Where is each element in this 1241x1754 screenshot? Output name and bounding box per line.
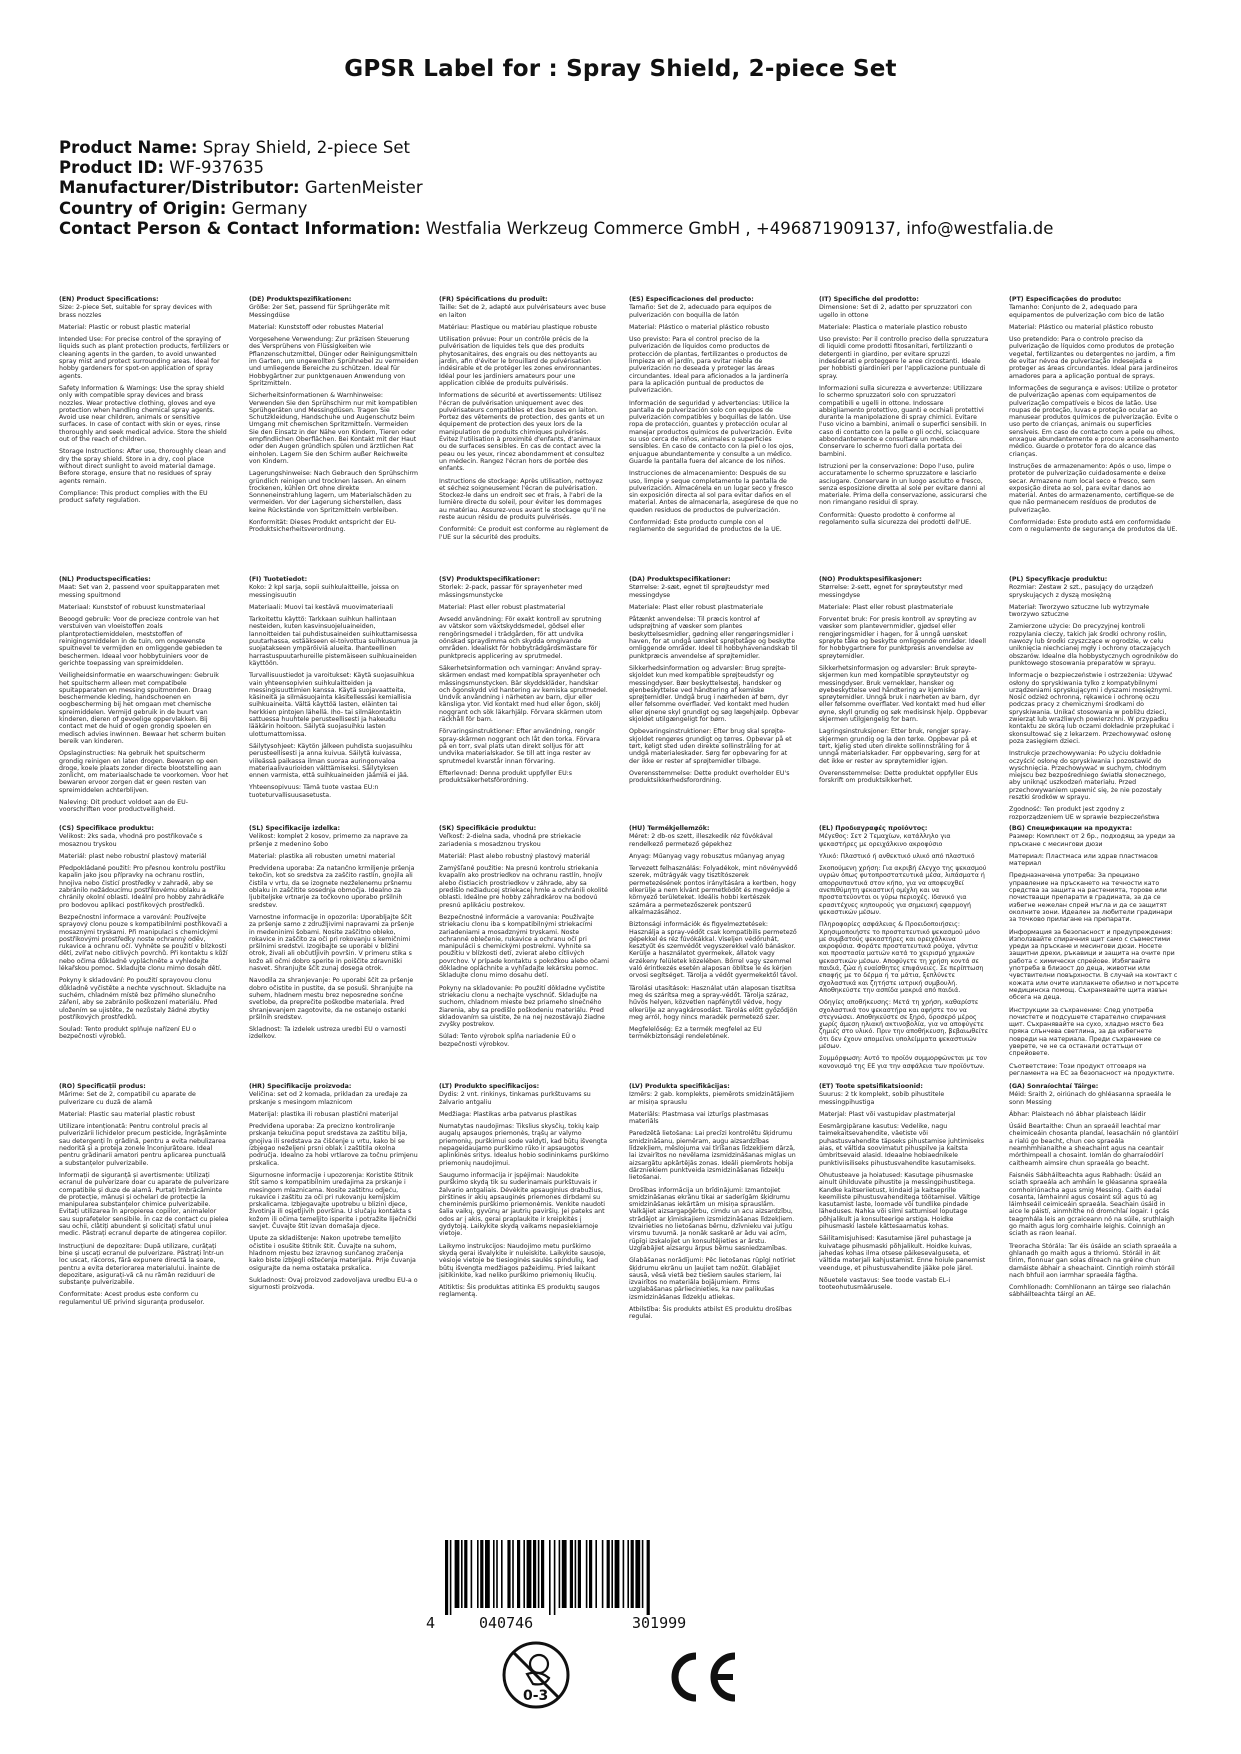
barcode-bar bbox=[575, 1540, 577, 1608]
age-warning-0-3-icon bbox=[501, 1640, 571, 1710]
language-paragraph: Storage Instructions: After use, thoroughly clean and dry the spray shield. Store in a dry, cool place without direct sunlight to avoid material damage. Before storage, ensure that no residues of spray agents remain. bbox=[59, 448, 226, 485]
language-paragraph: Tamaño: Set de 2, adecuado para equipos de pulverización con boquilla de latón bbox=[629, 304, 772, 319]
language-paragraph: Lagerungshinweise: Nach Gebrauch den Sprühschirm gründlich reinigen und trocknen lassen. An einem trockenen, kühlen Ort ohne direkte Sonneneinstrahlung lagern, um Materialschäden zu vermeiden. Vor der Lagerung sicherstellen, dass keine Rückstände von Spritzmitteln verbleiben. bbox=[249, 470, 419, 514]
language-paragraph: Tamanho: Conjunto de 2, adequado para equipamentos de pulverização com bico de latão bbox=[1009, 304, 1165, 319]
language-paragraph: Anyag: Műanyag vagy robusztus műanyag anyag bbox=[629, 852, 785, 860]
language-paragraph: Velikost: 2ks sada, vhodná pro postřikovače s mosaznou tryskou bbox=[59, 833, 203, 848]
barcode-bar bbox=[570, 1540, 573, 1608]
barcode-left-digits: 040746 bbox=[479, 1614, 534, 1632]
language-paragraph: Yhteensopivuus: Tämä tuote vastaa EU:n tuoteturvallisuusasetusta. bbox=[249, 784, 379, 799]
barcode-bar bbox=[461, 1540, 463, 1608]
language-paragraph: Conformitate: Acest produs este conform cu regulamentul UE privind siguranța produselor. bbox=[59, 1291, 205, 1306]
language-paragraph: Instructions de stockage: Après utilisation, nettoyez et séchez soigneusement l'écran de pulvérisation. Stockez-le dans un endroit sec et frais, à l'abri de la lumière directe du soleil, pour éviter les dommages au matériau. Assurez-vous avant le stockage qu'il ne reste aucun résidu de produits pulvérisés. bbox=[439, 477, 606, 522]
language-paragraph: Material: Plástico ou material plástico robusto bbox=[1009, 323, 1154, 331]
barcode-right-digits: 301999 bbox=[632, 1614, 687, 1632]
language-paragraph: Veiligheidsinformatie en waarschuwingen: Gebruik het spuitscherm alleen met compatibele spuitapparaten en messing spuitmonden. Draag beschermende kleding, handschoenen en oogbescherming bij het omgaan met chemische spreimiddelen. Vermijd gebruik in de buurt van kinderen, dieren of gevoelige oppervlakken. Bij contact met de huid of ogen grondig spoelen en medisch advies inwinnen. Bewaar het scherm buiten bereik van kinderen. bbox=[59, 672, 226, 745]
info-value: Spray Shield, 2-piece Set bbox=[202, 138, 411, 157]
language-paragraph: Drošības informācija un brīdinājumi: Izmantojiet smidzināšanas ekrānu tikai ar saderīgām šķidrumu smidzināšanas iekārtām un misiņa sprauslām. Valkājiet aizsargapģērbu, cimdu un acu aizsardzību, strādājot ar ķīmiskajiem izsmidzināšanas līdzekļiem. Izvairieties no lietošanas bērnu, dzīvnieku vai jutīgu virsmu tuvumā. Ja nonāk saskarē ar ādu vai acīm, rūpīgi izskalojiet un konsultējieties ar ārstu. Uzglabājiet aizsargu ārpus bērnu sasniedzamības. bbox=[629, 1186, 795, 1252]
language-paragraph: Faisnéis Sábháilteachta agus Rabhadh: Úsáid an sciath spraeála ach amháin le gléasanna spraeála comhoiriúnacha agus smig Messing. Caith éadaí cosanta, lámhainní agus cosaint súl agus tú ag láimhseáil ceimiceáin spraeála. Seachain úsáid in aice le páistí, ainmhithe nó dromchlaí íogair. I gcás teagmhála leis an gcraiceann nó na súile, sruthlaigh go maith agus lorg comhairle leighis. Coinnigh an sciath as raon leanaí. bbox=[1009, 1171, 1175, 1238]
language-block bbox=[249, 576, 419, 820]
language-paragraph: Förvaringsinstruktioner: Efter användning, rengör spray-skärmen noggrant och låt den torka. Förvara på en torr, sval plats utan direkt solljus för att undvika materialskador. Se till att inga rester av sprutmedel kvarstår innan förvaring. bbox=[439, 728, 600, 765]
language-block bbox=[629, 1083, 799, 1365]
language-block bbox=[629, 576, 799, 820]
language-heading: (CS) Specifikace produktu: bbox=[59, 825, 154, 832]
language-heading: (ET) Toote spetsifikatsioonid: bbox=[819, 1083, 923, 1090]
barcode-bar bbox=[559, 1540, 561, 1608]
language-paragraph: Material: Plástico o material plástico robusto bbox=[629, 323, 770, 331]
language-block bbox=[1009, 1083, 1179, 1365]
barcode-bar bbox=[541, 1540, 544, 1608]
language-paragraph: Forventet bruk: For presis kontroll av sprøyting av væsker som plantevernmidler, gjødsel eller rengjøringsmidler i hagen, for å unngå uønsket sprøyte tåke og beskytte omliggende områder. Ideell for hobbygartnere for punktpresis anvendelse av sprøytemidler. bbox=[819, 616, 987, 660]
language-paragraph: Material: Plast eller robust plastmaterial bbox=[439, 603, 566, 611]
language-paragraph: Velikost: komplet 2 kosov, primerno za naprave za pršenje z medenino šobo bbox=[249, 833, 408, 848]
language-paragraph: Materiál: plast nebo robustní plastový materiál bbox=[59, 852, 207, 860]
barcode-bar bbox=[527, 1540, 532, 1608]
language-paragraph: Informations de sécurité et avertissements: Utilisez l'écran de pulvérisation uniquement avec des pulvérisateurs compatibles et des buses en laiton. Portez des vêtements de protection, des gants et un équipement de protection des yeux lors de la manipulation de produits chimiques pulvérisés. Évitez l'utilisation à proximité d'enfants, d'animaux ou de surfaces sensibles. En cas de contact avec la peau ou les yeux, rincez abondamment et consultez un médecin. Rangez l'écran hors de portée des enfants. bbox=[439, 392, 605, 473]
language-block bbox=[249, 296, 419, 566]
language-paragraph: Koko: 2 kpl sarja, sopii suihkulaitteille, joissa on messingisuutin bbox=[249, 584, 399, 599]
language-paragraph: Informații de siguranță și avertismente: Utilizați ecranul de pulverizare doar cu aparate de pulverizare compatibile și duze de alamă. Purtați îmbrăcăminte de protecție, mănuși și ochelari de protecție la manipularea substanțelor chimice pulverizabile. Evitați utilizarea în apropierea copiilor, animalelor sau suprafețelor sensibile. În caz de contact cu pielea sau ochii, clătiți abundent și solicitați sfatul unui medic. Păstrați ecranul departe de atingerea copiilor. bbox=[59, 1171, 229, 1238]
language-paragraph: Инструкции за съхранение: След употреба почистете и подсушете старателно спирачния щит. Съхранявайте на сухо, хладно място без пряка слънчева светлина, за да избегнете повреди на материала. Преди съхранение се уверете, че не са останали остатъци от спрейовете. bbox=[1009, 1006, 1166, 1058]
language-paragraph: Materiaal: Kunststof of robuust kunstmateriaal bbox=[59, 603, 206, 611]
language-paragraph: Tervezett felhasználás: Folyadékok, mint növényvédő szerek, műtrágyák vagy tisztítószerek permetezésének pontos irányítására a kertben, hogy elkerülje a nem kívánt permetködöt és megvédje a környező területeket. Ideális hobbi kertészek számára a permetezőszerek pontszerű alkalmazásához. bbox=[629, 865, 798, 916]
language-paragraph: Efterlevnad: Denna produkt uppfyller EU:s produktsäkerhetsförordning. bbox=[439, 769, 573, 785]
language-paragraph: Predviđena uporaba: Za precizno kontroliranje prskanja tekućina poput sredstava za zaštitu bilja, gnojiva ili sredstava za čišćenje u vrtu, kako bi se izbjegao neželjeni prsni oblak i zaštitila okolna područja. Idealno za hobi vrtlarove za točnu primjenu prskalica. bbox=[249, 1123, 418, 1167]
language-paragraph: Materjal: Plast või vastupidav plastmaterjal bbox=[819, 1110, 956, 1118]
barcode-bar bbox=[477, 1540, 479, 1608]
language-block bbox=[59, 825, 229, 1077]
language-paragraph: Μέγεθος: Σετ 2 Τεμαχίων, κατάλληλο για ψεκαστήρες με ορειχάλκινο ακροφύσιο bbox=[819, 833, 951, 848]
language-paragraph: Konformität: Dieses Produkt entspricht der EU-Produktsicherheitsverordnung. bbox=[249, 519, 397, 534]
language-paragraph: Informacje o bezpieczeństwie i ostrzeżenia: Używać osłony do spryskiwania tylko z kompatybilnymi urządzeniami spryskującymi i dyszami mosiężnymi. Nosić odzież ochronną, rękawice i ochronę oczu podczas pracy z chemicznymi środkami do spryskiwania. Unikać stosowania w pobliżu dzieci, zwierząt lub wrażliwych powierzchni. W przypadku kontaktu ze skórą lub oczami dokładnie przepłukać i skonsultować się z lekarzem. Przechowywać osłonę poza zasięgiem dzieci. bbox=[1009, 672, 1174, 745]
language-paragraph: Storlek: 2-pack, passar för sprayenheter med mässingsmunstycke bbox=[439, 584, 583, 599]
barcode-bar bbox=[493, 1540, 495, 1608]
language-paragraph: Veľkosť: 2-dielna sada, vhodná pre striekacie zariadenia s mosadznou tryskou bbox=[439, 833, 581, 848]
barcode-bar bbox=[562, 1540, 567, 1608]
language-paragraph: Zamierzone użycie: Do precyzyjnej kontroli rozpylania cieczy, takich jak środki ochrony roślin, nawozy lub środki czyszczące w ogrodzie, w celu uniknięcia niechcianej mgły i ochrony otaczających obszarów. Idealne dla hobbystycznych ogrodników do punktowego stosowania preparatów w sprayu. bbox=[1009, 623, 1179, 667]
language-paragraph: Οδηγίες αποθήκευσης: Μετά τη χρήση, καθαρίστε σχολαστικά τον ψεκαστήρα και αφήστε τον να στεγνώσει. Αποθηκεύστε σε ξηρό, δροσερό μέρος χωρίς άμεση ηλιακή ακτινοβολία, για να αποφύγετε ζημιές στο υλικό. Πριν την αποθήκευση, βεβαιωθείτε ότι δεν έχουν απομείνει υπολείμματα ψεκαστικών μέσων. bbox=[819, 999, 988, 1051]
barcode-bar bbox=[554, 1540, 556, 1615]
language-paragraph: Ábhar: Plaisteach nó ábhar plaisteach láidir bbox=[1009, 1110, 1146, 1118]
language-paragraph: Ohutusteave ja hoiatused: Kasutage pihusmaske ainult ühilduvate pihustite ja messingpihustitega. Kandke kaitseriietust, kindaid ja kaitseprille keemiliste pihustusvahenditega töötamisel. Vältige kasutamist laste, loomade või tundlike pindade läheduses. Nahka või silmi sattumisel loputage põhjalikult ja konsulteerige arstiga. Hoidke pihusmaski lastele kättesaamatus kohas. bbox=[819, 1171, 981, 1231]
barcode-bar bbox=[538, 1540, 540, 1608]
language-block bbox=[249, 1083, 419, 1365]
language-heading: (LV) Produkta specifikācijas: bbox=[629, 1083, 730, 1090]
barcode-bar bbox=[517, 1540, 520, 1608]
barcode-bar bbox=[512, 1540, 514, 1608]
language-paragraph: Bezpečnostní informace a varování: Používejte sprayový clonu pouze s kompatibilními postřikovači a mosaznými tryskami. Při manipulaci s chemickými postřikovými prostředky noste ochranný oděv, rukavice a ochranu očí. Vyhněte se použití v blízkosti dětí, zvířat nebo citlivých povrchů. Při kontaktu s kůží nebo očima důkladně vypláchněte a vyhledejte lékařskou pomoc. Skladujte clonu mimo dosah dětí. bbox=[59, 913, 228, 973]
language-paragraph: Material: plastika ali robusten umetni material bbox=[249, 852, 395, 860]
info-row bbox=[59, 219, 1199, 239]
language-paragraph: Materiale: Plast eller robust plastmateriale bbox=[819, 603, 954, 611]
language-paragraph: Overensstemmelse: Dette produktet oppfyller EUs forskrift om produktsikkerhet. bbox=[819, 769, 978, 785]
language-paragraph: Comhlíonadh: Comhlíonann an táirge seo rialachán sábháilteachta táirgí an AE. bbox=[1009, 1284, 1171, 1299]
language-block bbox=[819, 825, 989, 1077]
language-paragraph: Størrelse: 2-sett, egnet for sprøyteutstyr med messingdyse bbox=[819, 584, 963, 599]
info-label: Manufacturer/Distributor: bbox=[59, 178, 300, 198]
info-label: Country of Origin: bbox=[59, 198, 227, 218]
language-block bbox=[819, 296, 989, 566]
language-paragraph: Säkerhetsinformation och varningar: Använd spray-skärmen endast med kompatibla sprayenheter och mässingsmunstycken. Bär skyddskläder, handskar och ögonskydd vid hantering av kemiska sprutmedel. Undvik användning i närheten av barn, djur eller känsliga ytor. Vid kontakt med hud eller ögon, skölj noggrant och sök läkarhjälp. Förvara skärmen utom räckhåll för barn. bbox=[439, 664, 608, 724]
product-info bbox=[59, 138, 1199, 239]
language-paragraph: Material: Plastic or robust plastic material bbox=[59, 323, 191, 331]
language-paragraph: Safety Information & Warnings: Use the spray shield only with compatible spray devices and brass nozzles. Wear protective clothing, gloves and eye protection when handling chemical spray agents. Avoid use near children, animals or sensitive surfaces. In case of contact with skin or eyes, rinse thoroughly and seek medical advice. Store the shield out of the reach of children. bbox=[59, 384, 227, 444]
language-paragraph: Compliance: This product complies with the EU product safety regulation. bbox=[59, 489, 208, 505]
barcode-bar bbox=[602, 1540, 604, 1608]
language-block bbox=[59, 296, 229, 566]
barcode-bar bbox=[589, 1540, 592, 1608]
barcode-lead-digit: 4 bbox=[426, 1614, 436, 1632]
barcode-bar bbox=[607, 1540, 610, 1608]
language-block bbox=[1009, 296, 1179, 566]
language-paragraph: Numatytas naudojimas: Tikslius skysčių, tokių kaip augalų apsaugos priemonės, trąšų ar valymo priemonių, purškimui sode valdyti, kad būtų išvengta nepageidaujamo purškimo rūko ir apsaugotos aplinkinės sritys. Idealus hobio sodininkams purškimo priemonių naudojimui. bbox=[439, 1123, 609, 1167]
language-paragraph: Naleving: Dit product voldoet aan de EU-voorschriften voor productveiligheid. bbox=[59, 799, 189, 814]
language-paragraph: Atitiktis: Šis produktas atitinka ES produktų saugos reglamentą. bbox=[439, 1284, 600, 1299]
language-paragraph: Súlad: Tento výrobok spĺňa nariadenie EÚ o bezpečnosti výrobkov. bbox=[439, 1033, 576, 1048]
language-paragraph: Veličina: set od 2 komada, prikladan za uređaje za prskanje s mesingom mlaznicom bbox=[249, 1091, 408, 1106]
language-paragraph: Opslaginstructies: Na gebruik het spuitscherm grondig reinigen en laten drogen. Bewaren op een droge, koele plaats zonder directe blootstelling aan zonlicht, om materiaalschade te voorkomen. Voor het bewaren ervoor zorgen dat er geen resten van spreimiddelen achterblijven. bbox=[59, 750, 229, 794]
language-paragraph: Méret: 2 db-os szett, illeszkedik réz fúvókával rendelkező permetező gépekhez bbox=[629, 833, 773, 848]
language-paragraph: Megfelelőség: Ez a termék megfelel az EU termékbiztonsági rendeletének. bbox=[629, 1026, 762, 1041]
language-paragraph: Material: Kunststoff oder robustes Material bbox=[249, 323, 384, 331]
info-label: Product ID: bbox=[59, 158, 164, 178]
language-paragraph: Materiāls: Plastmasa vai izturīgs plastmasas materiāls bbox=[629, 1110, 769, 1126]
language-paragraph: Maat: Set van 2, passend voor spuitapparaten met messing spuitmond bbox=[59, 584, 220, 599]
language-block bbox=[1009, 576, 1179, 820]
language-paragraph: Säilitamisjuhised: Kasutamise järel puhastage ja kuivatage pihusmaski põhjalikult. Hoidke kuivas, jahedas kohas ilma otsese päikesevalguseta, et vältida materjali kahjustamist. Enne hoiule panemist veenduge, et pihustusvahendite jääke pole järel. bbox=[819, 1235, 986, 1272]
language-paragraph: Dimensione: Set di 2, adatto per spruzzatori con ugello in ottone bbox=[819, 304, 972, 319]
language-block bbox=[249, 825, 419, 1077]
language-paragraph: Uso previsto: Para el control preciso de la pulverización de líquidos como productos de protección de plantas, fertilizantes o productos de limpieza en el jardín, para evitar niebla de pulverización no deseada y proteger las áreas circundantes. Ideal para aficionados a la jardinería para la aplicación puntual de productos de pulverización. bbox=[629, 336, 789, 395]
page-title: GPSR Label for : Spray Shield, 2-piece Set bbox=[344, 56, 897, 82]
language-paragraph: Predvidena uporaba: Za natančno krmiljenje pršenja tekočin, kot so sredstva za zaščito rastlin, gnojila ali čistila v vrtu, da se izognete nezželenemu pršnemu oblaku in zaščitite sosednja območja. Idealno za ljubiteljske vrtnarje za točkovno uporabo pršilnih sredstev. bbox=[249, 865, 415, 909]
language-paragraph: Съответствие: Този продукт отговаря на регламента на ЕС за безопасност на продуктите. bbox=[1009, 1062, 1175, 1077]
barcode-bar bbox=[485, 1540, 490, 1608]
language-paragraph: Laikymo instrukcijos: Naudojimo metu purškimo skydą gerai išvalykite ir nuleiskite. Laikykite sausoje, vėsioje vietoje be tiesioginės saulės spindulių, kad būtų išvengta medžiagos pažeidimų. Prieš laikant įsitikinkite, kad neliko purškimo priemonių likučių. bbox=[439, 1242, 606, 1279]
barcode-bar bbox=[611, 1540, 613, 1608]
language-paragraph: Rozmiar: Zestaw 2 szt., pasujący do urządzeń spryskujących z dyszą mosiężną bbox=[1009, 584, 1154, 599]
language-paragraph: Información de seguridad y advertencias: Utilice la pantalla de pulverización solo con equipos de pulverización compatibles y boquillas de latón. Use ropa de protección, guantes y protección ocular al manejar productos químicos de pulverización. Evite su uso cerca de niños, animales o superficies sensibles. En caso de contacto con la piel o los ojos, enjuague abundantemente y consulte a un médico. Guarde la pantalla fuera del alcance de los niños. bbox=[629, 399, 794, 465]
language-heading: (ES) Especificaciones del producto: bbox=[629, 296, 754, 303]
info-row bbox=[59, 158, 1199, 178]
language-paragraph: Intended Use: For precise control of the spraying of liquids such as plant protection products, fertilizers or cleaning agents in the garden, to avoid unwanted spray mist and protect surrounding areas. Ideal for hobby gardeners for spot-on application of spray agents. bbox=[59, 336, 229, 380]
language-paragraph: Størrelse: 2-sæt, egnet til sprøjteudstyr med messingdyse bbox=[629, 584, 770, 599]
info-value: Westfalia Werkzeug Commerce GmbH , +496871909137, info@westfalia.de bbox=[425, 218, 1054, 238]
barcode-bar bbox=[623, 1540, 625, 1608]
language-paragraph: Upute za skladištenje: Nakon upotrebe temeljito očistite i osušite štitnik štit. Čuvajte na suhom, hladnom mjestu bez izravnog sunčanog zračenja kako biste izbjegli oštećenja materijala. Prije čuvanja osigurajte da nema ostataka prskalica. bbox=[249, 1235, 416, 1272]
language-paragraph: Paredzētā lietošana: Lai precīzi kontrolētu šķidrumu smidzināšanu, piemēram, augu aizsardzības līdzekļiem, mēslojuma vai tīrīšanas līdzekļiem dārzā, lai izvairītos no nevēlama izsmidzināšanas miglas un aizsargātu apkārtējās zonas. Ideāli piemērots hobija dārzniekiem punktveida izsmidzināšanas līdzekļu lietošanai. bbox=[629, 1130, 796, 1182]
language-paragraph: Σκοπούμενη χρήση: Για ακριβή έλεγχο της ψεκασμού υγρών όπως φυτοπροστατευτικά μέσα, λιπάσματα ή απορρυπαντικά στον κήπο, για να αποφευχθεί ανεπιθύμητη ψεκαστική ομίχλη και να προστατεύονται οι γύρω περιοχές. Ιδανικό για ερασιτέχνες κηπουρούς για σημειακή εφαρμογή ψεκαστικών μέσων. bbox=[819, 865, 987, 916]
language-paragraph: Vorgesehene Verwendung: Zur präzisen Steuerung des Versprühens von Flüssigkeiten wie Pflanzenschutzmittel, Dünger oder Reinigungsmitteln im Garten, um ungewollten Sprühnebel zu vermeiden und umliegende Bereiche zu schützen. Ideal für Hobbygärtner zur punktgenauen Anwendung von Spritzmitteln. bbox=[249, 336, 419, 387]
language-paragraph: Utilizare intenționată: Pentru controlul precis al pulverizării lichidelor precum pesticide, îngrășăminte sau detergenți în grădină, pentru a evita nebulizarea nedorită și a proteja zonele înconjurătoare. Ideal pentru grădinarii amatori pentru aplicarea punctuală a substanțelor pulverizabile. bbox=[59, 1123, 227, 1167]
language-paragraph: Méid: Sraith 2, oiriúnach do ghléasanna spraeála le sonn Messing bbox=[1009, 1091, 1172, 1106]
language-paragraph: Předpokládané použití: Pro přesnou kontrolu postřiku kapalin jako jsou přípravky na ochranu rostlin, hnojiva nebo čisticí prostředky v zahradě, aby se zabránilo nežádoucímu postřikovému oblaku a chránily okolní oblasti. Ideální pro hobby zahrádkáře pro bodovou aplikaci postřikových prostředků. bbox=[59, 865, 226, 909]
language-paragraph: Dydis: 2 vnt. rinkinys, tinkamas purkštuvams su žalvario antgaliu bbox=[439, 1091, 591, 1106]
language-paragraph: Materiał: Tworzywo sztuczne lub wytrzymałe tworzywo sztuczne bbox=[1009, 603, 1150, 619]
language-paragraph: Glabāšanas norādījumi: Pēc lietošanas rūpīgi notīriet šķidrumu ekrānu un ļaujiet tam nožūt. Glabājiet sausā, vēsā vietā bez tiešiem saules stariem, lai izvairītos no materiāla bojājumiem. Pirms uzglabāšanas pārliecinieties, ka nav palikušas izsmidzināšanas līdzekļu atliekas. bbox=[629, 1257, 796, 1301]
language-block bbox=[1009, 825, 1179, 1077]
language-heading: (HR) Specifikacije proizvoda: bbox=[249, 1083, 352, 1090]
language-block bbox=[629, 296, 799, 566]
barcode-bar bbox=[615, 1540, 620, 1608]
language-paragraph: Treoracha Stórála: Tar éis úsáide an sciath spraeála a ghlanadh go maith agus a thriomú. Stóráil in áit tirim, fionnuar gan solas díreach na gréine chun damáiste ábhair a sheachaint. Cinntigh roimh stóráil nach bhfuil aon iarmhar spraeála fágtha. bbox=[1009, 1242, 1177, 1279]
barcode-bar bbox=[464, 1540, 467, 1608]
language-paragraph: Материал: Пластмаса или здрав пластмасов материал bbox=[1009, 852, 1158, 868]
barcode-bar bbox=[523, 1540, 525, 1608]
barcode-bar bbox=[631, 1540, 634, 1608]
barcode-bar bbox=[501, 1540, 503, 1608]
language-paragraph: Materiaali: Muovi tai kestävä muovimateriaali bbox=[249, 603, 393, 611]
language-paragraph: Opbevaringsinstruktioner: Efter brug skal sprøjte-skjoldet rengøres grundigt og tørres. Opbevar på et tørt, køligt sted uden direkte sollinstråling for at undgå materialeskader. Sørg før opbevaring for at der ikke er rester af sprøjtemidler tilbage. bbox=[629, 728, 792, 765]
language-paragraph: Påtænkt anvendelse: Til præcis kontrol af udsprøjtning af væsker som plantes beskyttelsesmidler, gødning eller rengøringsmidler i haven, for at undgå uønsket sprøjtetåge og beskytte omliggende områder. Ideel til hobbyhavenandskab til punktpræcis anvendelse af sprøjtemidler. bbox=[629, 616, 798, 660]
language-block bbox=[439, 1083, 609, 1365]
language-paragraph: Tarkoitettu käyttö: Tarkkaan suihkun hallintaan nesteiden, kuten kasvinsuojeluaineiden, lannoitteiden tai puhdistusaineiden suihkuttamisessa puutarhassa, estääkseen ei-toivottua suihkusumua ja suojatakseen ympäröiviä alueita. Ihanteellinen harrastuspuutarhureille pistemäiseen suihkuaineiden käyttöön. bbox=[249, 616, 418, 667]
language-paragraph: Bezpečnostné informácie a varovania: Používajte striekaciu clonu iba s kompatibilnými striekacími zariadeniami a mosadznými tryskami. Noste ochranné oblečenie, rukavice a ochranu očí pri manipulácii s chemickými postrekmi. Vyhnite sa použitiu v blízkosti detí, zvierat alebo citlivých povrchov. V prípade kontaktu s pokožkou alebo očami dôkladne opláchnite a vyhľadajte lekársku pomoc. Skladujte clonu mimo dosahu detí. bbox=[439, 913, 609, 980]
language-paragraph: Instrukcje przechowywania: Po użyciu dokładnie oczyścić osłonę do spryskiwania i pozostawić do wyschnięcia. Przechowywać w suchym, chłodnym miejscu bez bezpośredniego światła słonecznego, aby uniknąć uszkodzeń materiału. Przed przechowywaniem upewnić się, że nie pozostały resztki środków w sprayu. bbox=[1009, 750, 1167, 802]
language-block bbox=[439, 576, 609, 820]
language-paragraph: Συμμόρφωση: Αυτό το προϊόν συμμορφώνεται με τον κανονισμό της ΕΕ για την ασφάλεια των προϊόντων. bbox=[819, 1055, 987, 1070]
info-row bbox=[59, 199, 1199, 219]
language-heading: (IT) Specifiche del prodotto: bbox=[819, 296, 919, 303]
language-paragraph: Material: Plastic sau material plastic robust bbox=[59, 1110, 196, 1118]
language-paragraph: Taille: Set de 2, adapté aux pulvérisateurs avec buse en laiton bbox=[439, 304, 606, 319]
barcode-bar bbox=[647, 1540, 650, 1615]
barcode-bar bbox=[445, 1540, 448, 1615]
language-paragraph: Instruções de armazenamento: Após o uso, limpe o protetor de pulverização cuidadosamente e deixe secar. Armazene num local seco e fresco, sem exposição direta ao sol, para evitar danos ao material. Antes do armazenamento, certifique-se de que não permanecem resíduos de produtos de pulverização. bbox=[1009, 462, 1175, 514]
language-paragraph: Materiál: Plast alebo robustný plastový materiál bbox=[439, 852, 590, 860]
language-paragraph: Medžiaga: Plastikas arba patvarus plastikas bbox=[439, 1110, 577, 1118]
barcode-bar bbox=[455, 1540, 460, 1608]
barcode-bar bbox=[635, 1540, 640, 1608]
language-paragraph: Pokyny na skladovanie: Po použití dôkladne vyčistite striekaciu clonu a nechajte vyschnúť. Skladujte na suchom, chladnom mieste bez priameho slnečného žiarenia, aby sa predišlo poškodeniu materiálu. Pred skladovaním sa uistite, že na nej nezostávajú žiadne zvyšky postrekov. bbox=[439, 984, 605, 1029]
language-paragraph: Conformité: Ce produit est conforme au règlement de l'UE sur la sécurité des produits. bbox=[439, 526, 609, 541]
language-paragraph: Size: 2-piece Set, suitable for spray devices with brass nozzles bbox=[59, 304, 213, 319]
language-paragraph: Informações de segurança e avisos: Utilize o protetor de pulverização apenas com equipamentos de pulverização compatíveis e bicos de latão. Use roupas de proteção, luvas e proteção ocular ao manusear produtos químicos de pulverização. Evite o uso perto de crianças, animais ou superfícies sensíveis. Em caso de contacto com a pele ou olhos, enxague abundantemente e procure aconselhamento médico. Guarde o protetor fora do alcance das crianças. bbox=[1009, 384, 1179, 458]
barcode bbox=[441, 1540, 763, 1615]
language-heading: (SL) Specifikacije izdelka: bbox=[249, 825, 341, 832]
language-heading: (EN) Product Specifications: bbox=[59, 296, 159, 303]
language-heading: (BG) Спецификации на продукта: bbox=[1009, 825, 1132, 832]
language-paragraph: Πληροφορίες ασφάλειας & Προειδοποιήσεις: Χρησιμοποιήστε το προστατευτικό ψεκασμού μόνο με συμβατούς ψεκαστήρες και ορειχάλκινα ακροφύσια. Φοράτε προστατευτικά ρούχα, γάντια και προστασία ματιών κατά το χειρισμό χημικών ψεκαστικών μέσων. Αποφύγετε τη χρήση κοντά σε παιδιά, ζώα ή ευαίσθητες επιφάνειες. Σε περίπτωση επαφής με το δέρμα ή τα μάτια, ξεπλύνετε σχολαστικά και ζητήστε ιατρική συμβουλή. Αποθηκεύστε την ασπίδα μακριά από παιδιά. bbox=[819, 921, 984, 994]
language-paragraph: Zamýšľané použitie: Na presnú kontrolu striekania kvapalín ako prostriedkov na ochranu rastlín, hnojív alebo čistiacich prostriedkov v záhrade, aby sa predišlo nežiaducej striekacej hmle a ochránili okolité oblasti. Ideálne pre hobby záhradkárov na bodovú presnú aplikáciu postrekov. bbox=[439, 865, 608, 909]
barcode-bar bbox=[578, 1540, 581, 1608]
info-value: WF-937635 bbox=[169, 158, 264, 178]
language-paragraph: Mărime: Set de 2, compatibil cu aparate de pulverizare cu duză de alamă bbox=[59, 1091, 196, 1106]
language-paragraph: Atbilstība: Šis produkts atbilst ES produktu drošības regulai. bbox=[629, 1306, 792, 1321]
ce-mark-icon bbox=[663, 1648, 741, 1706]
barcode-bar bbox=[450, 1540, 452, 1615]
language-paragraph: Materiale: Plastica o materiale plastico robusto bbox=[819, 323, 968, 331]
barcode-bar bbox=[471, 1540, 473, 1608]
info-row bbox=[59, 138, 1199, 158]
language-paragraph: Nõuetele vastavus: See toode vastab EL-i tooteohutusmäärusele. bbox=[819, 1276, 951, 1292]
info-row bbox=[59, 178, 1199, 198]
language-paragraph: Sikkerhetsinformasjon og advarsler: Bruk sprøyte-skjermen kun med kompatible sprøyteutstyr og messingdyser. Bruk verneklær, hansker og øyebeskyttelse ved håndtering av kjemiske sprøytemidler. Unngå bruk i nærheten av barn, dyr eller følsomme overflater. Ved kontakt med hud eller øyne, skyll grundig og søk medisinsk hjelp. Oppbevar skjermen utilgjengelig for barn. bbox=[819, 664, 988, 724]
language-paragraph: Conformidad: Este producto cumple con el reglamento de seguridad de productos de la UE. bbox=[629, 519, 782, 534]
language-paragraph: Предназначена употреба: За прецизно управление на пръскането на течности като средства за защита на растенията, торове или почистващи препарати в градината, за да се избегне нежелан спрей мъгла и да се защитят околните зони. Идеален за любители градинари за точково прилагане на препарати. bbox=[1009, 872, 1173, 924]
language-paragraph: Tárolási utasítások: Használat után alaposan tisztítsa meg és szárítsa meg a spray-védőt. Tárolja száraz, hűvös helyen, közvetlen napfénytől védve, hogy elkerülje az anyagkárosodást. Tárolás előtt győződjön meg arról, hogy nincs maradék permetező szer. bbox=[629, 984, 798, 1021]
barcode-bar bbox=[586, 1540, 588, 1608]
info-label: Product Name: bbox=[59, 138, 198, 157]
language-paragraph: Größe: 2er Set, passend für Sprühgeräte mit Messingdüse bbox=[249, 304, 390, 319]
language-block bbox=[59, 576, 229, 820]
language-paragraph: Skladnost: Ta izdelek ustreza uredbi EU o varnosti izdelkov. bbox=[249, 1026, 406, 1041]
language-paragraph: Utilisation prévue: Pour un contrôle précis de la pulvérisation de liquides tels que des produits phytosanitaires, des engrais ou des nettoyants au jardin, afin d'éviter le brouillard de pulvérisation indésirable et de protéger les zones environnantes. Idéal pour les jardiniers amateurs pour une application ciblée de produits pulvérisés. bbox=[439, 336, 602, 387]
info-label: Contact Person & Contact Information: bbox=[59, 218, 421, 238]
language-heading: (PT) Especificações do produto: bbox=[1009, 296, 1122, 303]
language-paragraph: Pokyny k skladování: Po použití sprayovou clonu důkladně vyčistěte a nechte vyschnout. Skladujte na suchém, chladném místě bez přímého slunečního záření, aby se zabránilo poškození materiálu. Před uložením se ujistěte, že nezůstaly žádné zbytky postřikových prostředků. bbox=[59, 977, 226, 1021]
language-paragraph: Úsáid Beartaithe: Chun an spraeáil leachtaí mar cheimiceáin chosanta plandaí, leasacháin nó glantóirí a rialú go beacht, chun ceo spraeála neamhmhianaithe a sheachaint agus na ceantair mórthimpeall a chosaint. Iomlán do gharraíodóirí caitheamh aimsire chun spraeála go beacht. bbox=[1009, 1123, 1179, 1167]
language-paragraph: Lagringsinstruksjoner: Etter bruk, rengjør spray-skjermen grundig og la den tørke. Oppbevar på et tørt, kjølig sted uten direkte sollinnstråling for å unngå materialskader. Før oppbevaring, sørg for at det ikke er rester av sprøytemidler igjen. bbox=[819, 728, 980, 765]
language-paragraph: Säilytysohjeet: Käytön jälkeen puhdista suojasuihku perusteellisesti ja anna kuivua. Säilytä kuivassa, viileässä paikassa ilman suoraa auringonvaloa materiaalivaurioiden välttämiseksi. Säilytyksen ennen varmista, että suihkuaineiden jäämiä ei jää. bbox=[249, 742, 413, 780]
language-paragraph: Sukladnost: Ovaj proizvod zadovoljava uredbu EU-a o sigurnosti proizvoda. bbox=[249, 1276, 418, 1292]
language-paragraph: Размер: Комплект от 2 бр., подходящ за уреди за пръскане с месингови дюзи bbox=[1009, 833, 1176, 848]
language-paragraph: Sigurnosne informacije i upozorenja: Koristite štitnik štit samo s kompatibilnim uređajima za prskanje i mesingom mlaznicama. Nosite zaštitnu odjeću, rukavice i zaštitu za oči pri rukovanju kemijskim prskalicama. Izbjegavajte upotrebu u blizini djece, životinja ili osjetljivih površina. U slučaju kontakta s kožom ili očima temeljito isperite i potražite liječnički savjet. Čuvajte štit izvan domašaja djece. bbox=[249, 1171, 417, 1231]
barcode-bar bbox=[480, 1540, 483, 1608]
language-heading: (SV) Produktspecifikationer: bbox=[439, 576, 540, 583]
language-heading: (RO) Specificații produs: bbox=[59, 1083, 146, 1090]
language-block bbox=[439, 825, 609, 1077]
language-paragraph: Turvallisuustiedot ja varoitukset: Käytä suojasuihkua vain yhteensopivien suihkulaitteiden ja messingisuuttimien kanssa. Käytä suojavaatteita, käsineitä ja silmäsuojainta käsitellessäsi kemiallisia suihkuaineita. Vältä käyttöä lasten, eläinten tai herkkien pintojen lähellä. Iho- tai silmäkontaktin sattuessa huuhtele perusteellisesti ja hakeudu lääkärin hoitoon. Säilytä suojasuihku lasten ulottumattomissa. bbox=[249, 672, 415, 738]
language-paragraph: Uso pretendido: Para o controlo preciso da pulverização de líquidos como produtos de proteção vegetal, fertilizantes ou detergentes no jardim, a fim de evitar névoa de pulverização indesejada e proteger as áreas circundantes. Ideal para jardineiros amadores para a aplicação pontual de sprays. bbox=[1009, 336, 1178, 380]
language-heading: (EL) Προδιαγραφές προϊόντος: bbox=[819, 825, 928, 832]
language-paragraph: Υλικό: Πλαστικό ή ανθεκτικό υλικό από πλαστικό bbox=[819, 852, 975, 860]
language-paragraph: Sikkerhedsinformation og advarsler: Brug sprøjte-skjoldet kun med kompatible sprøjteudstyr og messingdyser. Bær beskyttelsestøj, handsker og øjenbeskyttelse ved håndtering af kemiske sprøjtemidler. Undgå brug i nærheden af børn, dyr eller følsomme overflader. Ved kontakt med huden eller øjnene skyl grundigt og søg lægehjælp. Opbevar skjoldet utilgængeligt for børn. bbox=[629, 664, 799, 724]
language-paragraph: Overensstemmelse: Dette produkt overholder EU's produktsikkerhedsforordning. bbox=[629, 769, 790, 785]
svg-text:0-3: 0-3 bbox=[523, 1688, 549, 1704]
info-value: GartenMeister bbox=[304, 178, 423, 198]
barcode-bar bbox=[507, 1540, 510, 1608]
language-heading: (GA) Sonraíochtaí Táirge: bbox=[1009, 1083, 1099, 1090]
language-paragraph: Biztonsági információk és figyelmeztetések: Használja a spray-védőt csak kompatibilis permetező gépekkel és réz fúvókákkal. Viseljen védőruhát, kesztyűt és szemvédőt vegyszerekkel való bánáskor. Kerülje a használatot gyermekek, állatok vagy érzékeny felületek közelében. Bőrrel vagy szemmel való érintkezés esetén alaposan öblítse le és kérjen orvosi segítséget. Tárolja a védőt gyermekektől távol. bbox=[629, 921, 798, 980]
language-paragraph: Conformidade: Este produto está em conformidade com o regulamento de segurança de produtos da UE. bbox=[1009, 519, 1178, 534]
language-block bbox=[439, 296, 609, 566]
language-heading: (FR) Spécifications du produit: bbox=[439, 296, 548, 303]
language-block bbox=[59, 1083, 229, 1365]
language-paragraph: Информация за безопасност и предупреждения: Използвайте спирачния щит само с съвместими уреди за пръскане и месингови дюзи. Носете защитни дрехи, ръкавици и защита на очите при работа с химически спрейове. Избягвайте употреба в близост до деца, животни или чувствителни повърхности. В случай на контакт с кожата или очите изплакнете обилно и потърсете медицинска помощ. Съхранявайте щита извън обсега на деца. bbox=[1009, 928, 1179, 1002]
language-paragraph: Instrucciones de almacenamiento: Después de su uso, limpie y seque completamente la pantalla de pulverización. Almacénela en un lugar seco y fresco sin exposición directa al sol para evitar daños en el material. Antes de almacenarla, asegúrese de que no queden residuos de productos de pulverización. bbox=[629, 470, 799, 514]
barcode-bar bbox=[595, 1540, 597, 1608]
barcode-bar bbox=[496, 1540, 498, 1608]
language-paragraph: Soulad: Tento produkt splňuje nařízení EU o bezpečnosti výrobků. bbox=[59, 1026, 197, 1041]
language-heading: (NO) Produktspesifikasjoner: bbox=[819, 576, 922, 583]
barcode-bar bbox=[627, 1540, 629, 1608]
language-heading: (PL) Specyfikacje produktu: bbox=[1009, 576, 1108, 583]
language-paragraph: Istruzioni per la conservazione: Dopo l'uso, pulire accuratamente lo schermo spruzzatore e lasciarlo asciugare. Conservare in un luogo asciutto e fresco, senza esposizione diretta al sole per evitare danni al materiale. Prima della conservazione, assicurarsi che non rimangano residui di spray. bbox=[819, 462, 987, 507]
language-block bbox=[629, 825, 799, 1077]
language-heading: (DA) Produktspecifikationer: bbox=[629, 576, 731, 583]
language-paragraph: Materiale: Plast eller robust plastmateriale bbox=[629, 603, 764, 611]
language-paragraph: Suurus: 2 tk komplekt, sobib pihustitele messingpihustiga bbox=[819, 1091, 945, 1106]
language-paragraph: Saugumo informacija ir įspėjimai: Naudokite purškimo skydą tik su suderinamais purkštuvais ir žalvario antgaliais. Dėvėkite apsauginius drabužius, pirštines ir akių apsauginės priemones dirbdami su cheminėmis purškimo priemonėmis. Venkite naudoti šalia vaikų, gyvūnų ar jautrių paviršių. Jei pateks ant odos ar į akis, gerai praplaukite ir kreipkitės į gydytoją. Laikykite skydą vaikams nepasiekiamoje vietoje. bbox=[439, 1171, 606, 1238]
barcode-bar bbox=[642, 1540, 644, 1608]
barcode-bar bbox=[549, 1540, 551, 1615]
language-heading: (HU) Termékjellemzők: bbox=[629, 825, 710, 832]
language-heading: (FI) Tuotetiedot: bbox=[249, 576, 308, 583]
language-heading: (SK) Špecifikácie produktu: bbox=[439, 825, 537, 832]
language-heading: (NL) Productspecificaties: bbox=[59, 576, 151, 583]
language-paragraph: Zgodność: Ten produkt jest zgodny z rozporządzeniem UE w sprawie bezpieczeństwa bbox=[1009, 806, 1160, 820]
language-paragraph: Materijal: plastika ili robusan plastični materijal bbox=[249, 1110, 398, 1118]
barcode-bar bbox=[533, 1540, 536, 1608]
language-paragraph: Matériau: Plastique ou matériau plastique robuste bbox=[439, 323, 597, 331]
language-paragraph: Informazioni sulla sicurezza e avvertenze: Utilizzare lo schermo spruzzatori solo con spruzzatori compatibili e ugelli in ottone. Indossare abbigliamento protettivo, guanti e occhiali protettivi durante la manipolazione di spray chimici. Evitare l'uso vicino a bambini, animali o superfici sensibili. In caso di contatto con la pelle o gli occhi, sciacquare abbondantemente e consultare un medico. Conservare lo schermo fuori dalla portata dei bambini. bbox=[819, 384, 987, 458]
language-paragraph: Beoogd gebruik: Voor de precieze controle van het verstuiven van vloeistoffen zoals plantprotectiemiddelen, meststoffen of reinigingsmiddelen in de tuin, om ongewenste spuitnevel te vermijden en omliggende gebieden te beschermen. Ideaal voor hobbytuiniers voor de gerichte toepassing van spreimiddelen. bbox=[59, 616, 223, 667]
language-heading: (DE) Produktspezifikationen: bbox=[249, 296, 352, 303]
info-value: Germany bbox=[231, 198, 308, 218]
language-paragraph: Eesmärgipärane kasutus: Vedelike, nagu taimekaitsevahendite, väetiste või puhastusvahendite täpseks pihustamise juhtimiseks aias, et vältida soovimatut pihuspilve ja kaitsta ümbritsevaid alasid. Ideaalne hobiaednikele punktiviisiliseks pihustusvahendite kasutamiseks. bbox=[819, 1123, 985, 1167]
language-paragraph: Instrucțiuni de depozitare: După utilizare, curățați bine și uscați ecranul de pulverizare. Păstrați într-un loc uscat, răcoros, fără expunere directă la soare, pentru a evita deteriorarea materialului. Înainte de depozitare, asigurați-vă că nu rămân reziduuri de substanțe pulverizabile. bbox=[59, 1242, 224, 1287]
language-paragraph: Navodila za shranjevanje: Po uporabi ščit za pršenje dobro očistite in pustite, da se posuši. Shranjujte na suhem, hladnem mestu brez neposredne sončne svetlobe, da preprečite poškodbe materiala. Pred shranjevanjem zagotovite, da ne ostanejo ostanki pršilnih sredstev. bbox=[249, 977, 414, 1021]
language-block bbox=[819, 576, 989, 820]
language-paragraph: Izmērs: 2 gab. komplekts, piemērots smidzinātājiem ar misiņa sprauslu bbox=[629, 1091, 795, 1106]
language-paragraph: Sicherheitsinformationen & Warnhinweise: Verwenden Sie den Sprühschirm nur mit kompatiblen Sprühgeräten und Messingdüsen. Tragen Sie Schutzkleidung, Handschuhe und Augenschutz beim Umgang mit chemischen Spritzmitteln. Vermeiden Sie den Einsatz in der Nähe von Kindern, Tieren oder empfindlichen Oberflächen. Bei Kontakt mit der Haut oder den Augen gründlich spülen und ärztlichen Rat einholen. Lagern Sie den Schirm außer Reichweite von Kindern. bbox=[249, 392, 418, 465]
language-paragraph: Varnostne informacije in opozorila: Uporabljajte ščit za pršenje samo z združljivimi napravami za pršenje in medeninimi šobami. Nosite zaščitno obleko, rokavice in zaščito za oči pri rokovanju s kemičnimi pršilnimi sredstvi. Izogibajte se uporabi v bližini otrok, živali ali občutljivih površin. V primeru stika s kožo ali očmi dobro sperite in poiščite zdravniški nasvet. Shranjujte ščit zunaj dosega otrok. bbox=[249, 913, 415, 973]
language-paragraph: Avsedd användning: För exakt kontroll av sprutning av vätskor som växtskyddsmedel, gödsel eller rengöringsmedel i trädgården, för att undvika oönskad spraydimma och skydda omgivande områden. Idealiskt för hobbyträdgårdsmästare för punktprecis applicering av sprutmedel. bbox=[439, 616, 602, 660]
language-heading: (LT) Produkto specifikacijos: bbox=[439, 1083, 540, 1090]
language-paragraph: Uso previsto: Per il controllo preciso della spruzzatura di liquidi come prodotti fitosanitari, fertilizzanti o detergenti in giardino, per evitare spruzzi indesiderati e proteggere le aree circostanti. Ideale per hobbisti giardinieri per l'applicazione puntuale di spray. bbox=[819, 336, 989, 380]
language-paragraph: Conformità: Questo prodotto è conforme al regolamento sulla sicurezza dei prodotti dell'UE. bbox=[819, 511, 972, 527]
language-block bbox=[819, 1083, 989, 1365]
